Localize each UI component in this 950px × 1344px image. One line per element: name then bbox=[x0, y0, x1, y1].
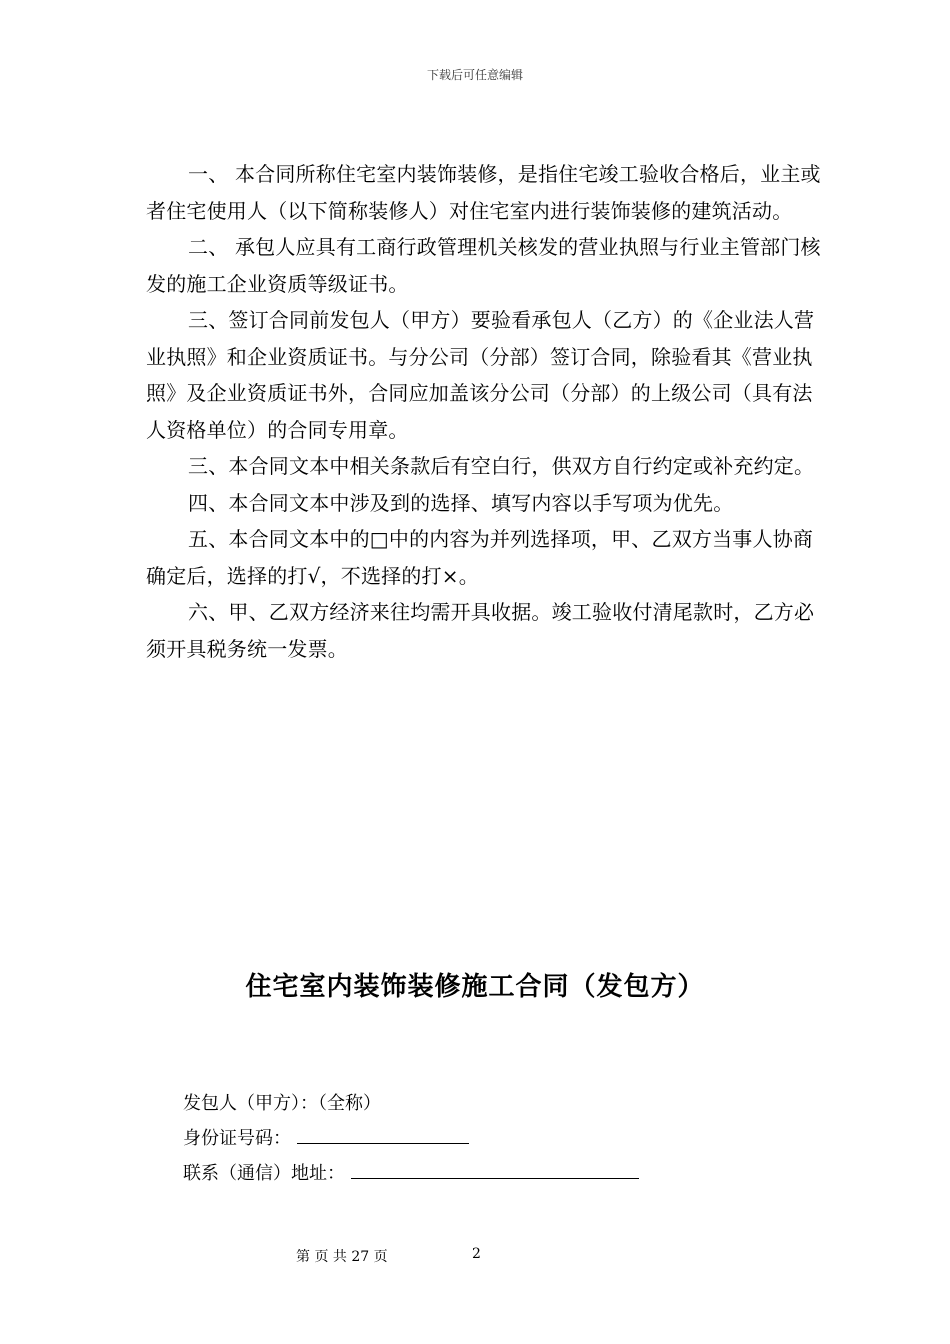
id-number-blank[interactable] bbox=[297, 1123, 469, 1144]
contract-title: 住宅室内装饰装修施工合同（发包方） bbox=[245, 972, 705, 1002]
address-blank[interactable] bbox=[351, 1158, 639, 1179]
address-row bbox=[183, 1156, 783, 1191]
page-count-text: 第 页 共 27 页 bbox=[296, 1249, 388, 1265]
paragraph-2: 二、 承包人应具有工商行政管理机关核发的营业执照与行业主管部门核发的施工企业资质等级证书。 bbox=[146, 235, 821, 296]
page-footer bbox=[296, 1246, 481, 1266]
paragraph-4: 三、本合同文本中相关条款后有空白行，供双方自行约定或补充约定。 bbox=[188, 454, 815, 478]
address-label: 联系（通信）地址： bbox=[183, 1163, 345, 1184]
id-number-label: 身份证号码： bbox=[183, 1128, 291, 1149]
paragraph-5: 四、本合同文本中涉及到的选择、填写内容以手写项为优先。 bbox=[188, 490, 734, 515]
party-a-label: 发包人（甲方）：（全称） bbox=[183, 1093, 381, 1114]
party-a-row bbox=[183, 1086, 783, 1121]
paragraph-6: 五、本合同文本中的□中的内容为并列选择项，甲、乙双方当事人协商确定后，选择的打√，不选择的打×。 bbox=[146, 527, 814, 588]
page-number: 2 bbox=[472, 1246, 481, 1262]
paragraph-3: 三、签订合同前发包人（甲方）要验看承包人（乙方）的《企业法人营业执照》和企业资质证书。与分公司（分部）签订合同，除验看其《营业执照》及企业资质证书外，合同应加盖该分公司（分部）的上级公司（具有法人资格单位）的合同专用章。 bbox=[146, 308, 815, 442]
paragraph-1: 一、 本合同所称住宅室内装饰装修，是指住宅竣工验收合格后，业主或者住宅使用人（以下简称装修人）对住宅室内进行装饰装修的建筑活动。 bbox=[146, 162, 821, 223]
instructions-body bbox=[146, 156, 826, 667]
paragraph-7: 六、甲、乙双方经济来往均需开具收据。竣工验收付清尾款时，乙方必须开具税务统一发票。 bbox=[146, 600, 815, 661]
party-info-fields bbox=[183, 1086, 783, 1191]
page-header-note: 下载后可任意编辑 bbox=[426, 68, 523, 82]
id-number-row bbox=[183, 1121, 783, 1156]
